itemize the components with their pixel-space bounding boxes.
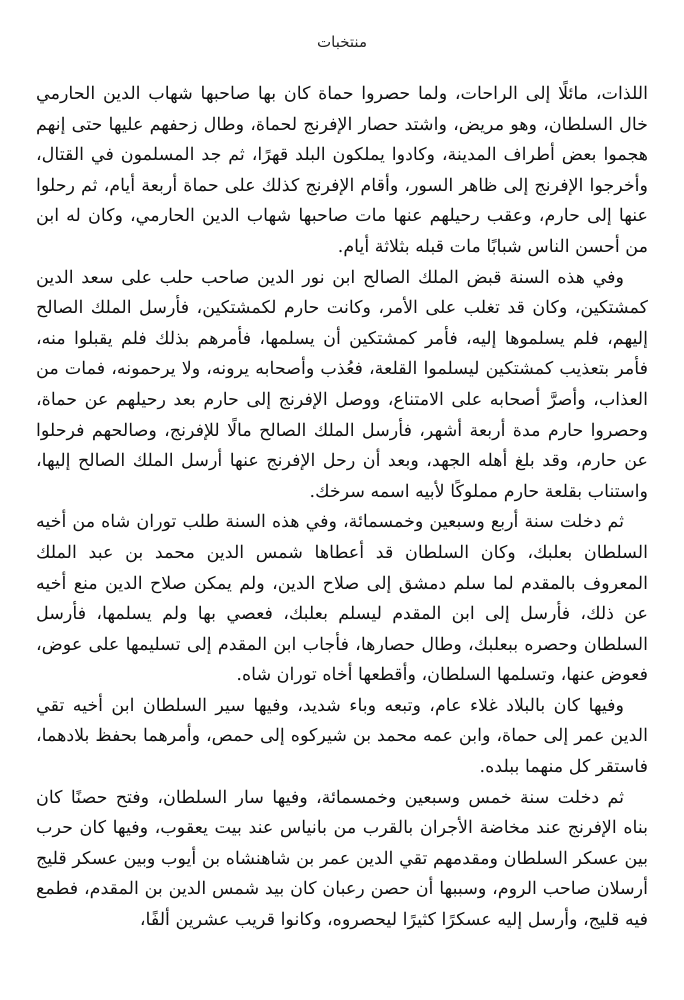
- paragraph: ثم دخلت سنة خمس وسبعين وخمسمائة، وفيها سار السلطان، وفتح حصنًا كان بناه الإفرنج عند مخاضة الأجران بالقرب من بانياس عند بيت يعقوب، وفيها كان حرب بين عسكر السلطان ومقدمهم تقي الدين عمر بن شاهنشاه بن أيوب وبين عسكر قليج أرسلان صاحب الروم، وسببها أن حصن رعبان كان بيد شمس الدين بن المقدم، فطمع فيه قليج، وأرسل إليه عسكرًا كثيرًا ليحصروه، وكانوا قريب عشرين ألفًا،: [36, 787, 648, 931]
- running-header: منتخبات: [317, 33, 367, 51]
- paragraph: وفي هذه السنة قبض الملك الصالح ابن نور الدين صاحب حلب على سعد الدين كمشتكين، وكان قد تغلب على الأمر، وكانت حارم لكمشتكين، فأرسل الملك الصالح إليهم، فلم يسلموها إليه، فأمر كمشتكين أن يسلمها، فأمرهم بذلك فلم يقبلوا منه، فأمر بتعذيب كمشتكين ليسلموا القلعة، فعُذب وأصحابه يرونه، ولا يرحمونه، فمات من العذاب، وأصرَّ أصحابه على الامتناع، ووصل الإفرنج إلى حارم بعد رحيلهم عن حماة، وحصروا حارم مدة أربعة أشهر، فأرسل الملك الصالح مالًا للإفرنج، وصالحهم فرحلوا عن حارم، وقد بلغ أهله الجهد، وبعد أن رحل الإفرنج عنها أرسل الملك الصالح إليها، واستناب بقلعة حارم مملوكًا لأبيه اسمه سرخك.: [36, 267, 648, 502]
- paragraph: ثم دخلت سنة أربع وسبعين وخمسمائة، وفي هذه السنة طلب توران شاه من أخيه السلطان بعلبك، وكان السلطان قد أعطاها شمس الدين محمد بن عبد الملك المعروف بالمقدم لما سلم دمشق إلى صلاح الدين، ولم يمكن صلاح الدين منع أخيه عن ذلك، فأرسل إلى ابن المقدم ليسلم بعلبك، فعصي بها ولم يسلمها، فأرسل السلطان وحصره ببعلبك، وطال حصارها، فأجاب ابن المقدم إلى تسليمها على عوض، فعوض عنها، وتسلمها السلطان، وأقطعها أخاه توران شاه.: [36, 512, 648, 686]
- paragraph: اللذات، مائلًا إلى الراحات، ولما حصروا حماة كان بها صاحبها شهاب الدين الحارمي خال السلطان، وهو مريض، واشتد حصار الإفرنج لحماة، وطال زحفهم عليها حتى إنهم هجموا بعض أطراف المدينة، وكادوا يملكون البلد قهرًا، ثم جد المسلمون في القتال، وأخرجوا الإفرنج إلى ظاهر السور، وأقام الإفرنج كذلك على حماة أربعة أيام، ثم رحلوا عنها إلى حارم، وعقب رحيلهم عنها مات صاحبها شهاب الدين الحارمي، وكان له ابن من أحسن الناس شبابًا مات قبله بثلاثة أيام.: [36, 84, 648, 257]
- paragraph: وفيها كان بالبلاد غلاء عام، وتبعه وباء شديد، وفيها سير السلطان ابن أخيه تقي الدين عمر إلى حماة، وابن عمه محمد بن شيركوه إلى حمص، وأمرهما بحفظ بلادهما، فاستقر كل منهما ببلده.: [36, 695, 648, 778]
- body-text: [36, 79, 648, 936]
